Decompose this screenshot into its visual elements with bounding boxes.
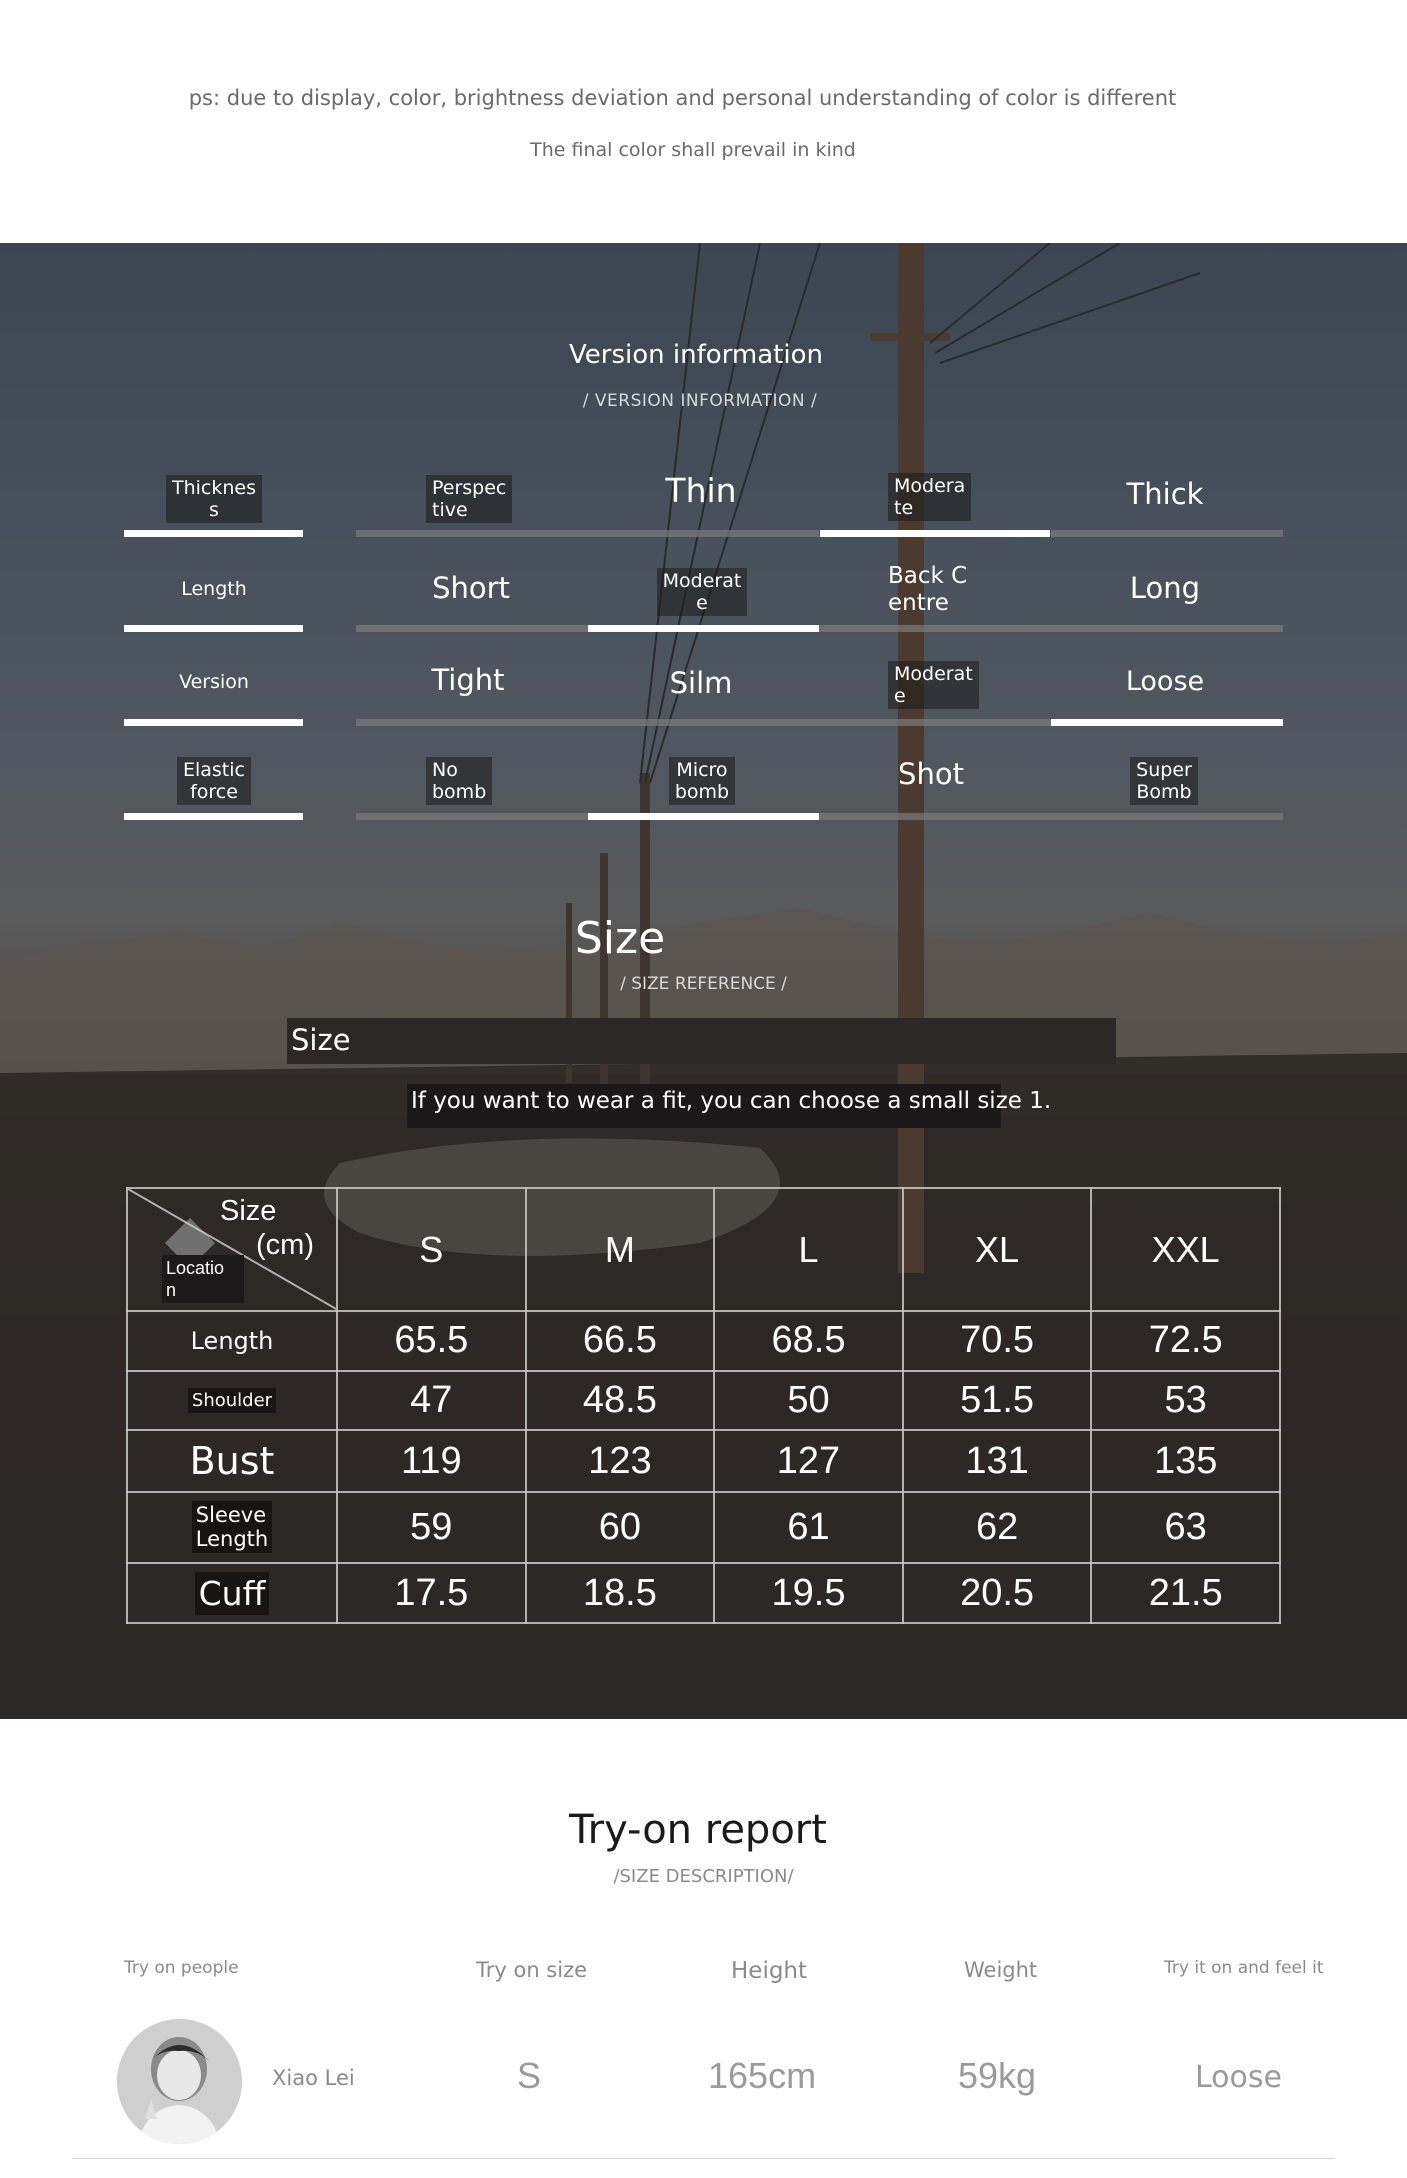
try-on-subtitle: /SIZE DESCRIPTION/ <box>613 1866 794 1887</box>
rating-track <box>356 530 819 537</box>
rating-label-bar <box>124 530 303 537</box>
table-row <box>127 1371 1280 1431</box>
person-avatar-icon <box>117 2019 242 2144</box>
label-line: Locatio <box>166 1258 225 1278</box>
tester-feel: Loose <box>1195 2060 1282 2095</box>
option-moderate <box>888 661 979 709</box>
table-cell: 72.5 <box>1091 1311 1280 1371</box>
row-label-sleeve-length <box>127 1492 337 1564</box>
label-line: Back C <box>888 563 968 589</box>
option-back-centre <box>888 563 967 617</box>
table-cell: 59 <box>337 1492 526 1564</box>
rating-label-elastic-force <box>150 757 278 805</box>
size-info-panel <box>0 243 1407 1719</box>
option-tight: Tight <box>431 663 505 697</box>
header-height: Height <box>731 1958 808 1984</box>
table-row <box>127 1311 1280 1371</box>
rating-selected-bar <box>588 625 819 632</box>
table-cell: 17.5 <box>337 1563 526 1623</box>
label-line: e <box>894 685 906 707</box>
header-try-on-size: Try on size <box>476 1958 588 1982</box>
table-row <box>127 1492 1280 1564</box>
tester-weight: 59kg <box>958 2055 1037 2096</box>
rating-track <box>356 813 588 820</box>
rating-selected-bar <box>588 813 819 820</box>
option-moderate <box>888 473 971 521</box>
table-cell: 63 <box>1091 1492 1280 1564</box>
table-cell: 66.5 <box>526 1311 715 1371</box>
label-line: Super <box>1136 759 1192 781</box>
option-silm: Silm <box>669 666 733 700</box>
table-cell: 70.5 <box>903 1311 1092 1371</box>
label-line: Bomb <box>1136 781 1192 803</box>
option-short: Short <box>432 571 510 605</box>
option-super-bomb <box>1114 757 1214 805</box>
table-row <box>127 1430 1280 1491</box>
table-cell: 119 <box>337 1430 526 1491</box>
label-line: e <box>696 592 708 614</box>
avatar <box>117 2019 242 2144</box>
corner-unit-label: (cm) <box>256 1229 314 1261</box>
try-on-title: Try-on report <box>569 1807 827 1853</box>
size-subtitle: / SIZE REFERENCE / <box>620 974 787 994</box>
row-label-text: Shoulder <box>188 1388 276 1413</box>
version-info-subtitle: / VERSION INFORMATION / <box>582 391 818 411</box>
header-feel: Try it on and feel it <box>1164 1958 1324 1978</box>
table-cell: 127 <box>714 1430 903 1491</box>
label-line: Perspec <box>432 477 507 499</box>
row-label-shoulder <box>127 1371 337 1431</box>
rating-track <box>819 813 1283 820</box>
table-row <box>127 1563 1280 1623</box>
disclaimer-note: The final color shall prevail in kind <box>530 139 856 161</box>
rating-track <box>356 625 588 632</box>
table-cell: 53 <box>1091 1371 1280 1431</box>
rating-label-bar <box>124 719 303 726</box>
rating-label-bar <box>124 625 303 632</box>
table-cell: 60 <box>526 1492 715 1564</box>
label-line: bomb <box>674 781 730 803</box>
label-line: No <box>432 759 458 781</box>
table-cell: 62 <box>903 1492 1092 1564</box>
tester-name: Xiao Lei <box>272 2066 355 2090</box>
table-cell: 18.5 <box>526 1563 715 1623</box>
label-line: n <box>166 1280 177 1300</box>
label-line: te <box>894 497 914 519</box>
rating-label-bar <box>124 813 303 820</box>
table-cell: 123 <box>526 1430 715 1491</box>
header-try-on-people: Try on people <box>124 1958 239 1978</box>
table-cell: 51.5 <box>903 1371 1092 1431</box>
option-no-bomb <box>426 757 492 805</box>
label-line: tive <box>432 499 468 521</box>
header-weight: Weight <box>964 1958 1038 1982</box>
table-cell: 135 <box>1091 1430 1280 1491</box>
table-cell: 47 <box>337 1371 526 1431</box>
option-long: Long <box>1129 571 1201 605</box>
option-perspective <box>426 475 512 523</box>
label-line: force <box>190 781 238 803</box>
rating-track <box>819 625 1283 632</box>
table-header-row <box>127 1188 1280 1311</box>
option-thick: Thick <box>1126 477 1204 511</box>
label-line: entre <box>888 590 949 616</box>
row-label-text: Cuff <box>195 1572 270 1615</box>
rating-track <box>356 719 1051 726</box>
option-moderate <box>652 568 752 616</box>
option-loose: Loose <box>1125 666 1205 697</box>
size-chart-table <box>126 1187 1281 1624</box>
table-cell: 50 <box>714 1371 903 1431</box>
corner-location-label <box>162 1255 244 1303</box>
table-cell: 61 <box>714 1492 903 1564</box>
label-line: bomb <box>432 781 487 803</box>
tester-size: S <box>517 2055 542 2096</box>
tester-height: 165cm <box>708 2055 817 2096</box>
table-cell: 21.5 <box>1091 1563 1280 1623</box>
rating-track <box>1051 530 1283 537</box>
size-header: S <box>337 1188 526 1311</box>
table-cell: 131 <box>903 1430 1092 1491</box>
row-label-length: Length <box>127 1311 337 1371</box>
table-cell: 68.5 <box>714 1311 903 1371</box>
corner-size-label: Size <box>220 1195 277 1227</box>
size-note: If you want to wear a fit, you can choose a small size 1. <box>411 1088 1052 1114</box>
label-line: Modera <box>894 475 966 497</box>
option-thin: Thin <box>665 471 737 510</box>
label-line: Elastic <box>182 759 245 781</box>
rating-label-thickness <box>150 475 278 523</box>
size-header: M <box>526 1188 715 1311</box>
table-cell: 48.5 <box>526 1371 715 1431</box>
row-label-bust: Bust <box>127 1430 337 1491</box>
row-divider <box>72 2158 1335 2159</box>
label-line: Thicknes <box>171 477 256 499</box>
size-title: Size <box>574 913 666 964</box>
size-banner-label: Size <box>291 1023 351 1057</box>
label-line: Length <box>195 1527 269 1552</box>
row-label-cuff <box>127 1563 337 1623</box>
rating-label-length: Length <box>181 578 247 600</box>
size-header: L <box>714 1188 903 1311</box>
rating-label-version: Version <box>179 671 249 693</box>
option-shot: Shot <box>898 757 964 791</box>
label-line: s <box>209 499 219 521</box>
table-cell: 19.5 <box>714 1563 903 1623</box>
label-line: Micro <box>676 759 728 781</box>
rating-selected-bar <box>1051 719 1283 726</box>
size-header: XXL <box>1091 1188 1280 1311</box>
label-line: Moderat <box>894 663 973 685</box>
disclaimer-text: ps: due to display, color, brightness deviation and personal understanding of color is different <box>188 86 1177 110</box>
table-cell: 20.5 <box>903 1563 1092 1623</box>
version-info-title: Version information <box>569 340 823 370</box>
label-line: Moderat <box>662 570 742 592</box>
table-cell: 65.5 <box>337 1311 526 1371</box>
size-banner <box>287 1018 1116 1064</box>
rating-selected-bar <box>820 530 1050 537</box>
option-micro-bomb <box>652 757 752 805</box>
row-label-text <box>192 1501 272 1553</box>
table-corner-cell <box>127 1188 337 1311</box>
label-line: Sleeve <box>195 1503 267 1528</box>
size-header: XL <box>903 1188 1092 1311</box>
